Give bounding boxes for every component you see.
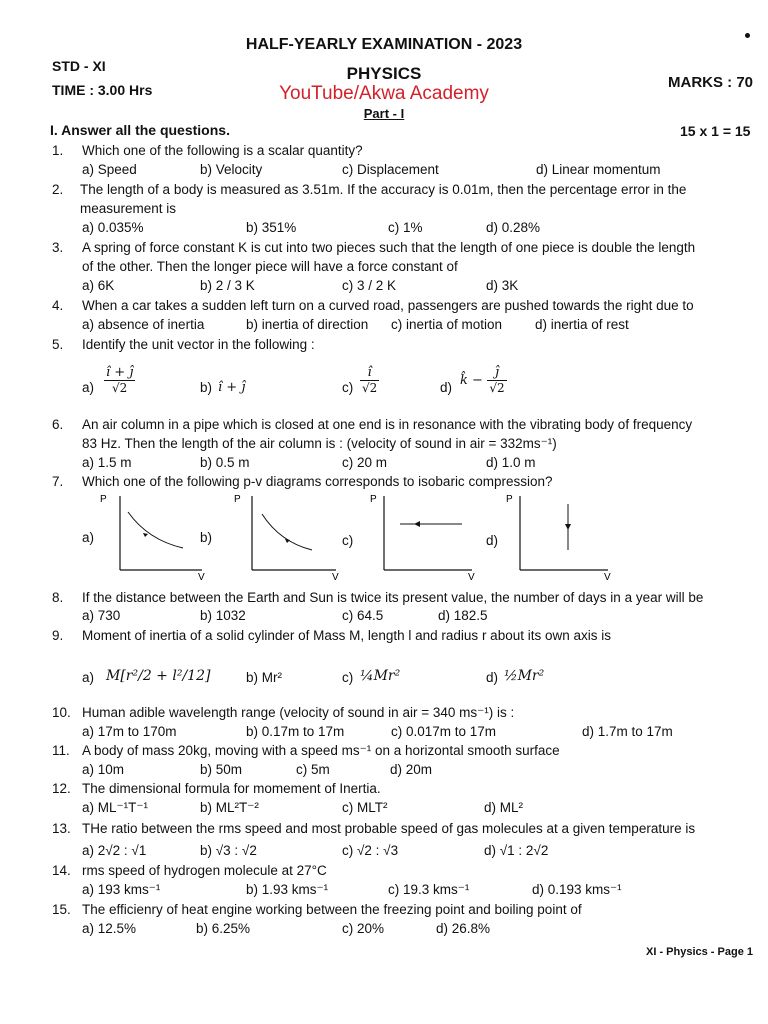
option-a: a) 193 kms⁻¹ [82,882,161,897]
time-label: TIME : 3.00 Hrs [52,82,153,98]
axis-label-v: V [468,572,475,582]
option-b: b) Velocity [200,162,263,177]
inertia-formula-d: ½Mr² [504,668,545,684]
question-text: Human adible wavelength range (velocity of sound in air = 340 ms⁻¹) is : [82,705,515,720]
question-text: If the distance between the Earth and Sun is twice its present value, the number of days in a year will be [82,590,704,605]
question-number: 13. [52,821,71,836]
question-number: 1. [52,143,64,158]
question-text: rms speed of hydrogen molecule at 27°C [82,863,327,878]
option-d: d) √1 : 2√2 [484,843,549,858]
question-number: 3. [52,240,64,255]
option-c: c) MLT² [342,800,388,815]
option-b: b) 6.25% [196,921,251,936]
option-d: d) 3K [486,278,519,293]
option-d: d) 182.5 [438,608,488,623]
page-footer: XI - Physics - Page 1 [646,946,753,958]
axis-label-p: P [506,494,513,505]
question-text: A spring of force constant K is cut into two pieces such that the length of one piece is double the length [82,240,696,255]
question-text: of the other. Then the longer piece will have a force constant of [82,259,458,274]
pv-diagram-b [232,490,342,582]
option-b: b) 351% [246,220,297,235]
subject-title: PHYSICS [346,64,422,83]
unit-vector-b: î + ĵ [218,380,246,395]
option-d: d) [440,380,453,395]
option-a: a) absence of inertia [82,317,205,332]
option-a: a) [82,380,95,395]
question-number: 2. [52,182,64,197]
option-b: b) ML²T⁻² [200,800,259,815]
unit-vector-d: k̂ − $\frac{ĵ}{√2}$ [460,365,505,395]
option-c: c) 64.5 [342,608,384,623]
question-number: 5. [52,337,64,352]
option-a: a) 730 [82,608,121,623]
option-b: b) 1032 [200,608,246,623]
option-c: c) 20 m [342,455,388,470]
question-text: Which one of the following p-v diagrams corresponds to isobaric compression? [82,474,553,489]
axis-label-v: V [604,572,611,582]
inertia-formula-c: ¼Mr² [360,668,401,684]
std-label: STD - XI [52,58,106,74]
question-number: 10. [52,705,71,720]
option-a: a) 0.035% [82,220,144,235]
option-d: d) inertia of rest [535,317,629,332]
question-text: The length of a body is measured as 3.51m. If the accuracy is 0.01m, then the percentage error in the [80,182,687,197]
option-c: c) 19.3 kms⁻¹ [388,882,470,897]
option-d: d) ML² [484,800,524,815]
option-a: a) Speed [82,162,137,177]
question-text: The efficienry of heat engine working between the freezing point and boiling point of [82,902,582,917]
question-text: A body of mass 20kg, moving with a speed ms⁻¹ on a horizontal smooth surface [82,743,560,758]
axis-label-p: P [234,494,241,505]
option-c: c) 3 / 2 K [342,278,397,293]
question-number: 12. [52,781,71,796]
question-text: measurement is [80,201,177,216]
axis-label-p: P [370,494,377,505]
option-a: a) 6K [82,278,115,293]
question-number: 15. [52,902,71,917]
part-label: Part - I [363,106,405,121]
question-number: 6. [52,417,64,432]
option-a: a) [82,670,95,685]
option-c: c) 0.017m to 17m [391,724,497,739]
axis-label-v: V [332,572,339,582]
axis-label-p: P [100,494,107,505]
option-b: b) 1.93 kms⁻¹ [246,882,329,897]
section-marks: 15 x 1 = 15 [680,123,751,139]
option-d: d) 0.28% [486,220,541,235]
option-b: b) [200,380,213,395]
option-d: d) 1.0 m [486,455,536,470]
question-text: THe ratio between the rms speed and most probable speed of gas molecules at a given temperature is [82,821,696,836]
option-d: d) 26.8% [436,921,491,936]
option-b: b) [200,530,213,545]
option-a: a) 10m [82,762,125,777]
option-d: d) Linear momentum [536,162,661,177]
question-text: Which one of the following is a scalar quantity? [82,143,363,158]
question-number: 11. [52,743,70,758]
option-c: c) Displacement [342,162,439,177]
option-b: b) 2 / 3 K [200,278,255,293]
option-c: c) [342,380,354,395]
option-d: d) 1.7m to 17m [582,724,673,739]
option-b: b) √3 : √2 [200,843,257,858]
option-a: a) 2√2 : √1 [82,843,147,858]
option-a: a) 17m to 170m [82,724,177,739]
pv-diagram-d [504,490,614,582]
question-text: When a car takes a sudden left turn on a curved road, passengers are pushed towards the right due to [82,298,694,313]
pv-diagram-a [98,490,208,582]
question-text: 83 Hz. Then the length of the air column is : (velocity of sound in air = 332ms⁻¹) [82,436,557,451]
axis-label-v: V [198,572,205,582]
option-d: d) [486,670,499,685]
question-text: The dimensional formula for momement of Inertia. [82,781,381,796]
option-c: c) [342,533,354,548]
unit-vector-c: $\frac{î}{√2}$ [362,365,378,395]
option-c: c) 1% [388,220,423,235]
option-a: a) 1.5 m [82,455,132,470]
option-c: c) inertia of motion [391,317,503,332]
section-instruction: I. Answer all the questions. [50,122,230,138]
option-d: d) [486,533,499,548]
option-a: a) [82,530,95,545]
exam-title: HALF-YEARLY EXAMINATION - 2023 [245,36,523,53]
option-b: b) Mr² [246,670,282,685]
option-d: d) 20m [390,762,433,777]
unit-vector-a: $\frac{î + ĵ}{√2}$ [106,365,134,395]
option-a: a) 12.5% [82,921,137,936]
question-number: 4. [52,298,64,313]
option-b: b) inertia of direction [246,317,369,332]
marks-label: MARKS : 70 [668,74,754,91]
question-text: An air column in a pipe which is closed at one end is in resonance with the vibrating body of frequency [82,417,693,432]
question-number: 9. [52,628,64,643]
question-number: 14. [52,863,71,878]
question-text: Identify the unit vector in the following : [82,337,315,352]
option-c: c) 20% [342,921,385,936]
question-text: Moment of inertia of a solid cylinder of Mass M, length l and radius r about its own axis is [82,628,611,643]
option-b: b) 50m [200,762,243,777]
inertia-formula-a: M[r²/2 + l²/12] [106,668,211,684]
option-b: b) 0.5 m [200,455,250,470]
question-number: 7. [52,474,64,489]
option-d: d) 0.193 kms⁻¹ [532,882,622,897]
question-number: 8. [52,590,64,605]
option-a: a) ML⁻¹T⁻¹ [82,800,148,815]
pv-diagram-c [368,490,478,582]
option-c: c) 5m [296,762,330,777]
youtube-channel: YouTube/Akwa Academy [279,83,489,104]
option-c: c) √2 : √3 [342,843,399,858]
option-c: c) [342,670,354,685]
option-b: b) 0.17m to 17m [246,724,345,739]
